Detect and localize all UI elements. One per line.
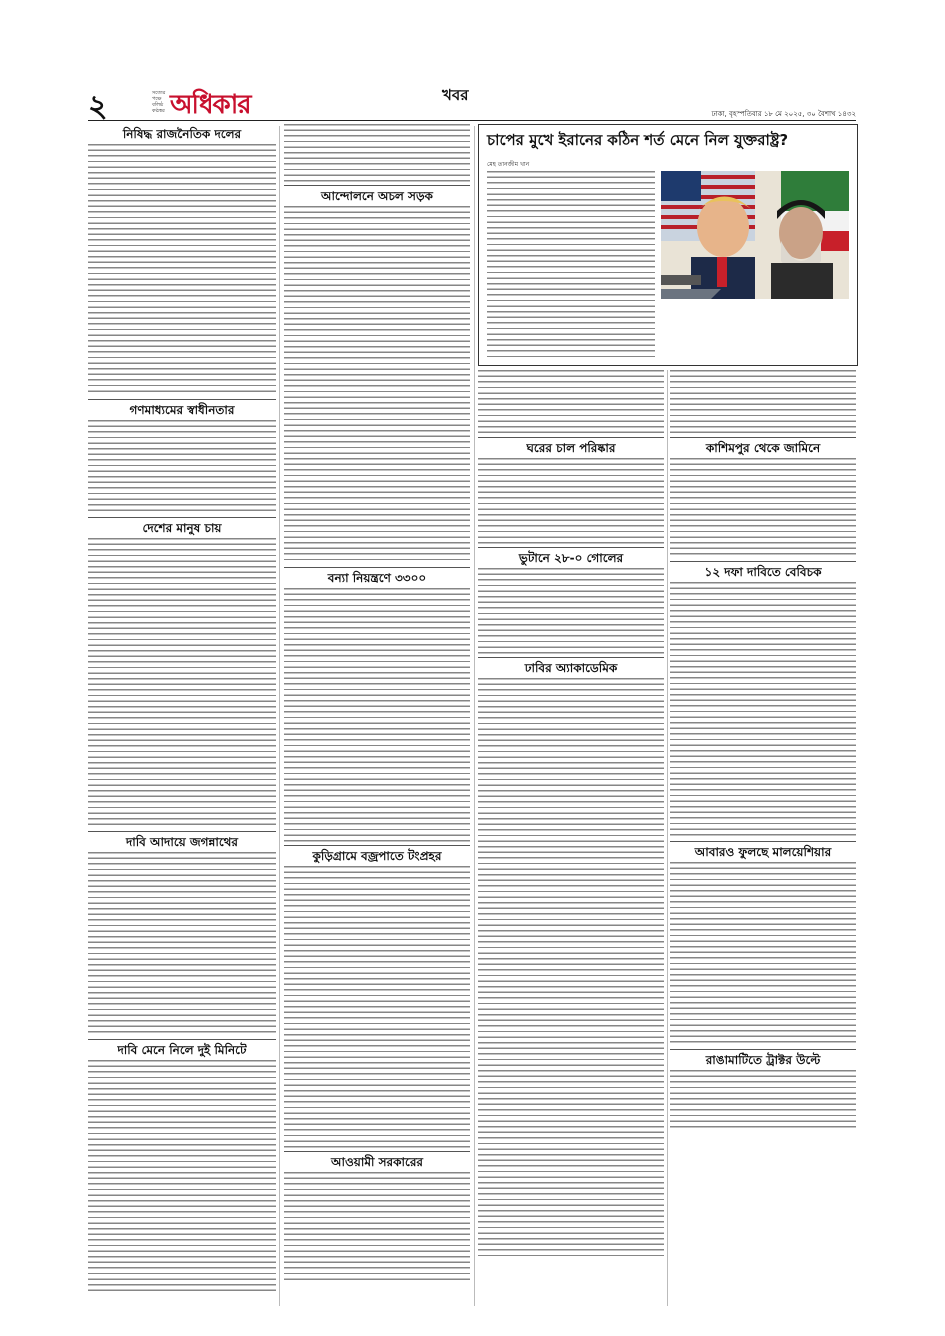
headline-bhutan-28-0: ভুটানে ২৮-০ গোলের bbox=[518, 551, 624, 565]
headline-malaysia-swelling: আবারও ফুলছে মালয়েশিয়ার bbox=[694, 845, 832, 859]
feature-byline: মেহ তানজীম খান bbox=[487, 161, 530, 168]
column-3 bbox=[478, 370, 664, 1258]
headline-banned-party: নিষিদ্ধ রাজনৈতিক দলের bbox=[122, 127, 242, 141]
column-divider bbox=[474, 126, 475, 1306]
masthead bbox=[88, 80, 856, 124]
article-body bbox=[88, 852, 276, 1036]
article-body bbox=[670, 458, 856, 558]
article-body bbox=[670, 582, 856, 838]
article-body bbox=[88, 420, 276, 514]
column-2 bbox=[284, 124, 470, 1284]
newspaper-page bbox=[88, 80, 856, 1308]
feature-headline: চাপের মুখে ইরানের কঠিন শর্ত মেনে নিল যুক্তরাষ্ট্র? bbox=[487, 131, 789, 149]
headline-jagannath-demand: দাবি আদায়ে জগন্নাথের bbox=[125, 835, 239, 849]
article-body bbox=[670, 862, 856, 1046]
logo-wordmark: অধিকার bbox=[170, 90, 251, 120]
column-divider bbox=[667, 370, 668, 1306]
section-name: খবর bbox=[442, 86, 469, 104]
article-body bbox=[88, 538, 276, 828]
article-body bbox=[670, 1070, 856, 1128]
headline-rangamati-tractor: রাঙামাটিতে ট্রাক্টর উল্টে bbox=[705, 1053, 821, 1067]
headline-du-academic: ঢাবির অ্যাকাডেমিক bbox=[524, 661, 618, 675]
headline-kurigram-lightning: কুড়িগ্রামে বজ্রপাতে টংপ্রহর bbox=[312, 849, 442, 863]
newspaper-logo bbox=[118, 84, 258, 120]
article-body bbox=[284, 124, 470, 182]
headline-kashimpur-bail: কাশিমপুর থেকে জামিনে bbox=[705, 441, 821, 455]
article-body bbox=[670, 370, 856, 434]
feature-illustration bbox=[661, 171, 849, 299]
article-body bbox=[88, 1060, 276, 1292]
feature-article-box bbox=[478, 124, 858, 366]
article-body bbox=[478, 678, 664, 1258]
article-body bbox=[478, 370, 664, 434]
headline-flood-control: বন্যা নিয়ন্ত্রণে ৩৩০০ bbox=[327, 571, 427, 585]
headline-rice-clean: ঘরের চাল পরিষ্কার bbox=[526, 441, 616, 455]
headline-caab-12-points: ১২ দফা দাবিতে বেবিচক bbox=[704, 565, 822, 579]
headline-awami-government: আওয়ামী সরকারের bbox=[330, 1155, 424, 1169]
logo-tagline: সত্যের পক্ষে বলিষ্ঠ কণ্ঠস্বর bbox=[152, 90, 166, 114]
feature-body bbox=[487, 171, 655, 357]
headline-media-freedom: গণমাধ্যমের স্বাধীনতার bbox=[129, 403, 235, 417]
column-divider bbox=[279, 126, 280, 1306]
article-body bbox=[478, 568, 664, 654]
headline-road-blockade: আন্দোলনে অচল সড়ক bbox=[321, 189, 433, 203]
dateline: ঢাকা, বৃহস্পতিবার ১৮ মে ২০২৫, ৩০ বৈশাখ ১৪৩২ bbox=[711, 110, 856, 118]
column-1 bbox=[88, 124, 276, 1292]
article-body bbox=[88, 144, 276, 396]
article-body bbox=[284, 1172, 470, 1284]
page-number: ২ bbox=[88, 89, 108, 124]
article-body bbox=[284, 588, 470, 842]
article-body bbox=[284, 866, 470, 1148]
article-body bbox=[478, 458, 664, 544]
column-4 bbox=[670, 370, 856, 1128]
headline-two-minutes: দাবি মেনে নিলে দুই মিনিটে bbox=[117, 1043, 247, 1057]
article-body bbox=[284, 206, 470, 564]
headline-people-want: দেশের মানুষ চায় bbox=[142, 521, 222, 535]
